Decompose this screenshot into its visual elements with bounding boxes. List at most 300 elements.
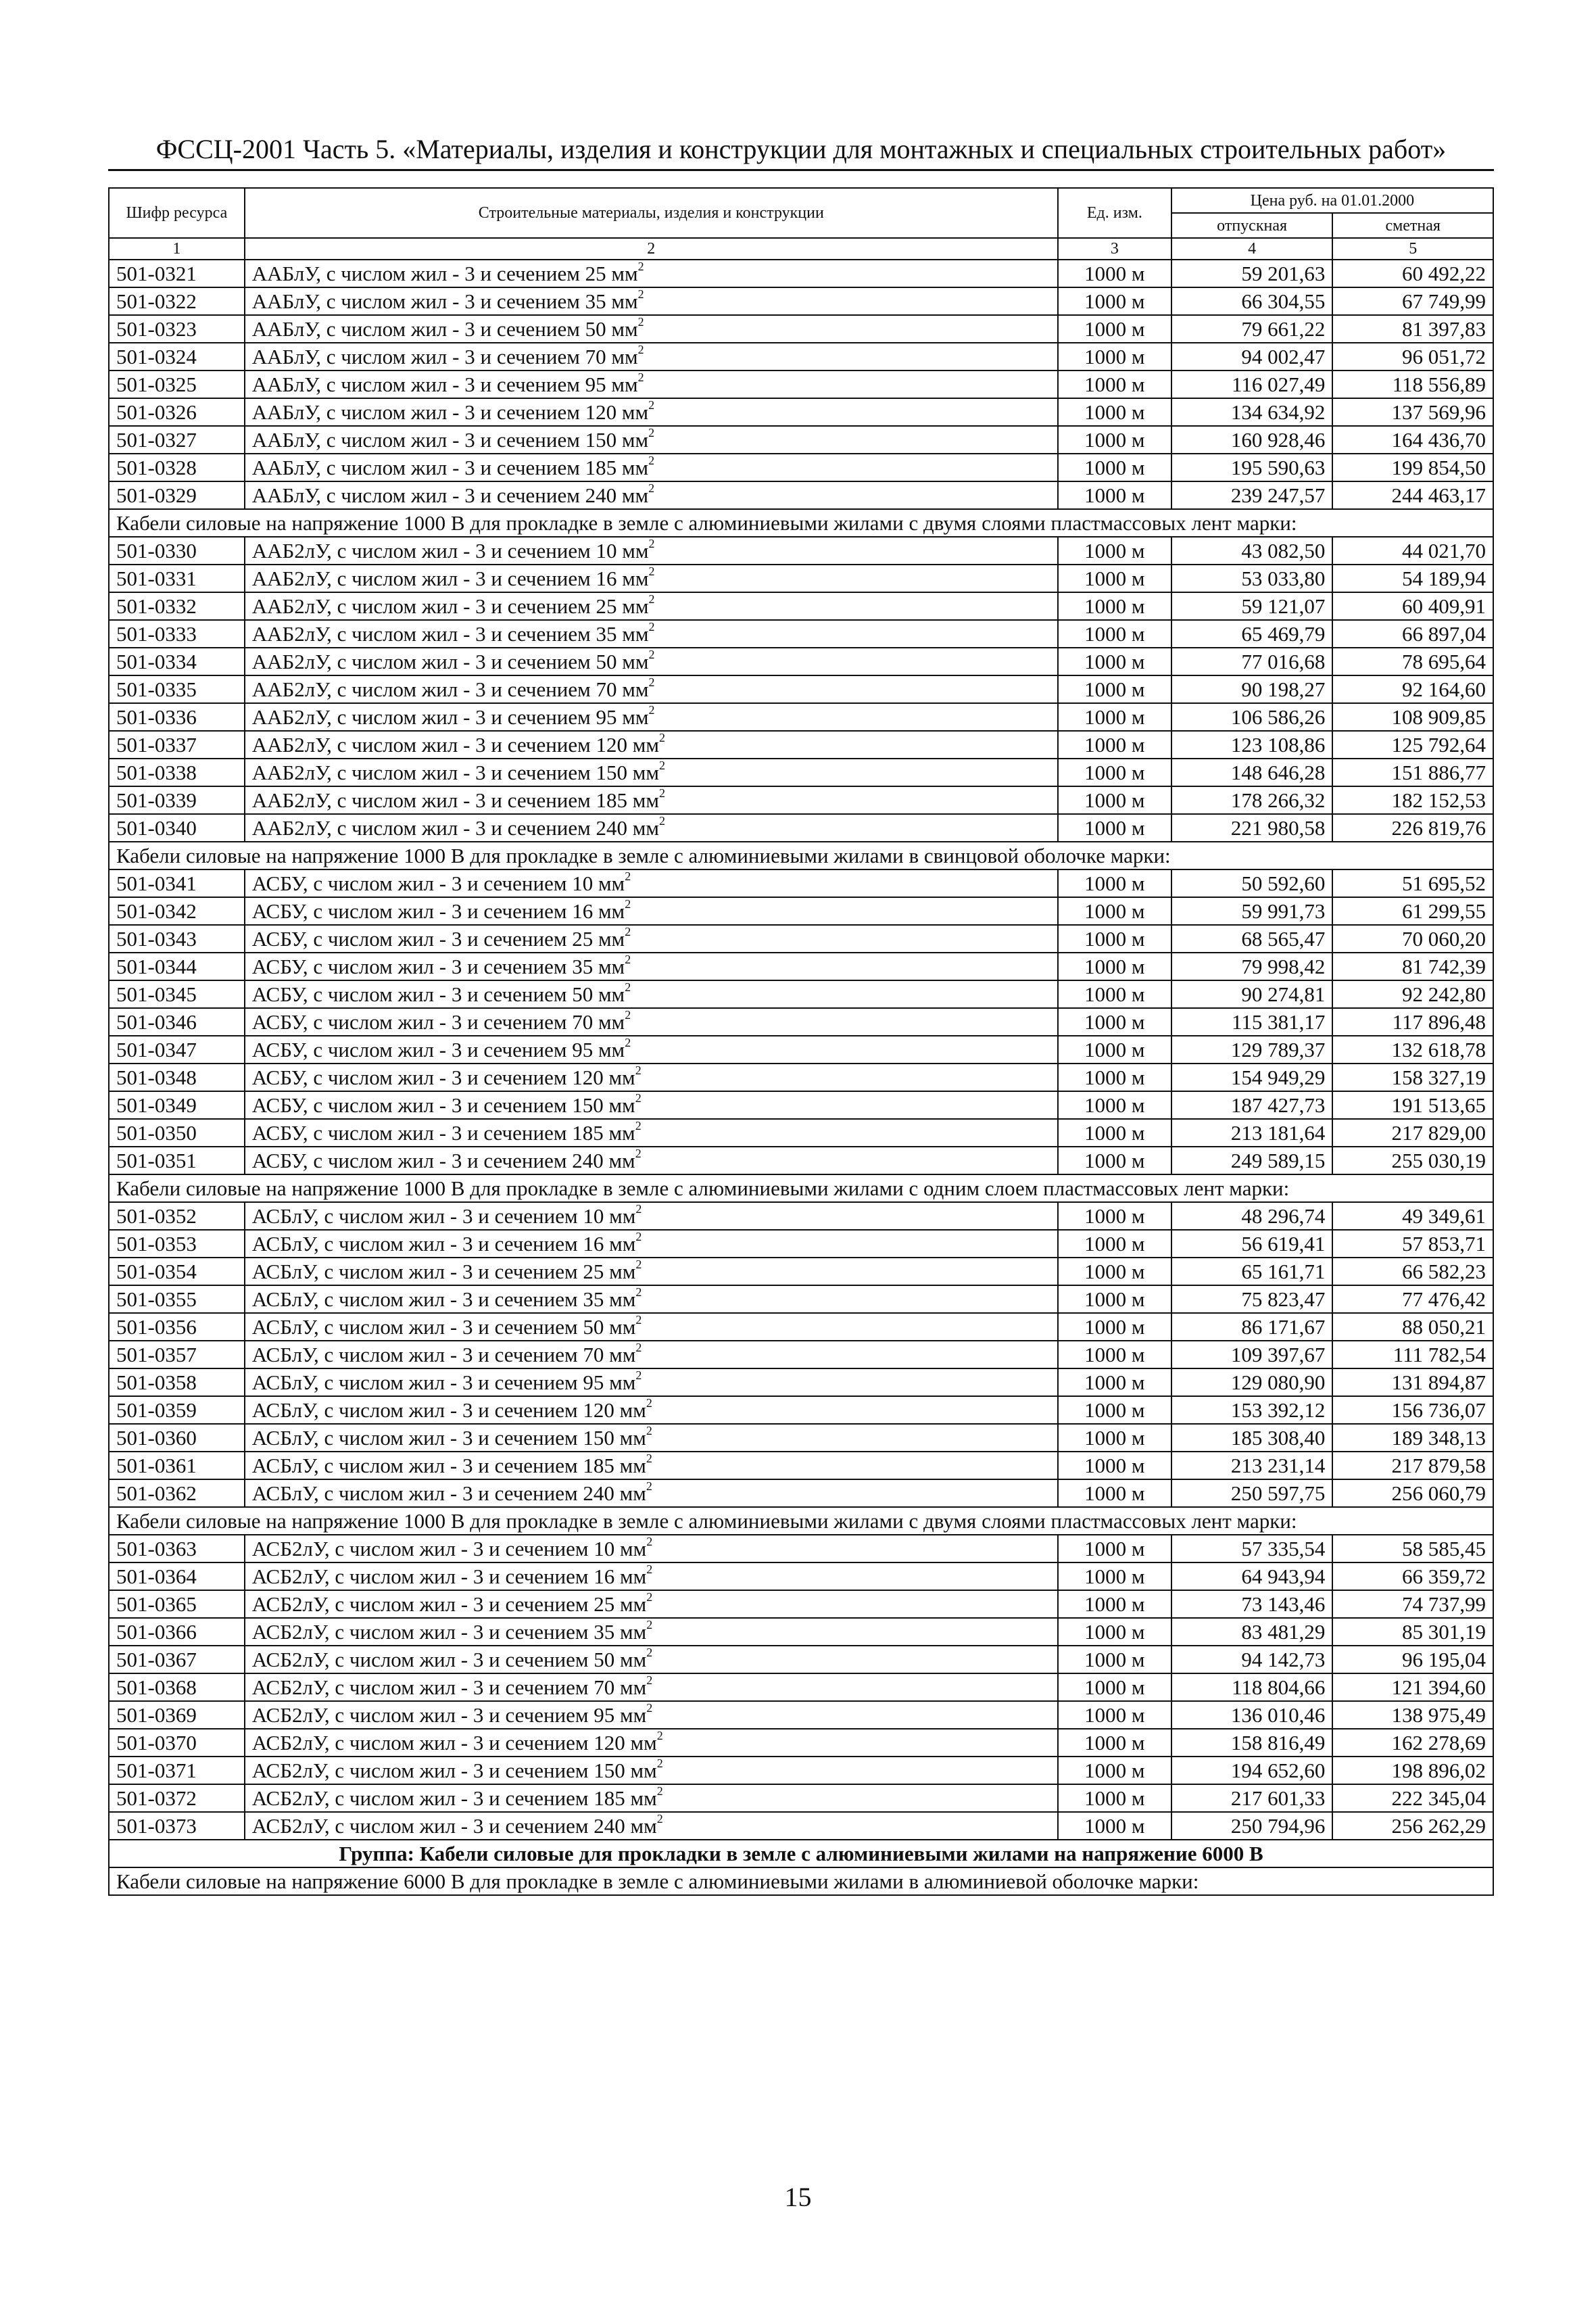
material-name-cell [245, 371, 1058, 398]
material-name: АСБ2лУ, с числом жил - 3 и сечением 25 мм [251, 1592, 647, 1616]
release-price: 129 789,37 [1171, 1036, 1333, 1064]
resource-code: 501-0346 [109, 1008, 245, 1036]
release-price: 129 080,90 [1171, 1368, 1333, 1396]
table-row [109, 814, 1493, 842]
material-name: ААБ2лУ, с числом жил - 3 и сечением 150 мм [251, 761, 659, 784]
unit-superscript: 2 [646, 1452, 652, 1465]
unit-cell: 1000 м [1058, 287, 1171, 315]
unit-superscript: 2 [635, 1064, 642, 1077]
estimate-price: 85 301,19 [1332, 1618, 1493, 1646]
estimate-price: 66 582,23 [1332, 1258, 1493, 1285]
section-heading: Кабели силовые на напряжение 1000 В для прокладке в земле с алюминиевыми жилами с двумя слоями пластмассовых лент марки: [109, 509, 1493, 537]
table-row [109, 481, 1493, 509]
table-body [109, 260, 1493, 1840]
page-number: 15 [784, 2182, 812, 2212]
unit-superscript: 2 [648, 620, 655, 634]
resource-code: 501-0324 [109, 343, 245, 371]
material-name-cell [245, 1479, 1058, 1507]
table-row [109, 1562, 1493, 1590]
unit-cell: 1000 м [1058, 1202, 1171, 1230]
unit-cell: 1000 м [1058, 426, 1171, 454]
estimate-price: 131 894,87 [1332, 1368, 1493, 1396]
material-name-cell [245, 1368, 1058, 1396]
unit-superscript: 2 [637, 315, 644, 329]
unit-superscript: 2 [648, 703, 655, 717]
unit-cell: 1000 м [1058, 1285, 1171, 1313]
unit-cell: 1000 м [1058, 1064, 1171, 1091]
material-name: АСБУ, с числом жил - 3 и сечением 50 мм [251, 982, 625, 1006]
material-name: ААБлУ, с числом жил - 3 и сечением 95 мм [251, 373, 638, 396]
table-row [109, 1285, 1493, 1313]
unit-superscript: 2 [646, 1535, 653, 1548]
estimate-price: 226 819,76 [1332, 814, 1493, 842]
unit-superscript: 2 [646, 1396, 652, 1410]
table-row [109, 1424, 1493, 1452]
estimate-price: 81 742,39 [1332, 953, 1493, 980]
resource-code: 501-0356 [109, 1313, 245, 1341]
material-name-cell [245, 1202, 1058, 1230]
unit-cell: 1000 м [1058, 731, 1171, 759]
resource-code: 501-0348 [109, 1064, 245, 1091]
col-number: 2 [245, 238, 1058, 260]
unit-cell: 1000 м [1058, 1147, 1171, 1174]
unit-cell: 1000 м [1058, 814, 1171, 842]
material-name: АСБ2лУ, с числом жил - 3 и сечением 240 мм [251, 1814, 657, 1838]
material-name-cell [245, 1812, 1058, 1840]
table-head [109, 188, 1493, 260]
unit-cell: 1000 м [1058, 1701, 1171, 1729]
resource-code: 501-0327 [109, 426, 245, 454]
material-name-cell [245, 1091, 1058, 1119]
release-price: 94 002,47 [1171, 343, 1333, 371]
release-price: 185 308,40 [1171, 1424, 1333, 1452]
resource-code: 501-0368 [109, 1673, 245, 1701]
material-name: АСБ2лУ, с числом жил - 3 и сечением 70 мм [251, 1675, 647, 1699]
estimate-price: 111 782,54 [1332, 1341, 1493, 1368]
material-name: АСБлУ, с числом жил - 3 и сечением 120 мм [251, 1398, 646, 1422]
estimate-price: 198 896,02 [1332, 1757, 1493, 1784]
unit-superscript: 2 [646, 1562, 653, 1576]
unit-superscript: 2 [635, 1202, 642, 1216]
table-row [109, 675, 1493, 703]
material-name-cell [245, 537, 1058, 565]
material-name-cell [245, 1646, 1058, 1673]
group-block [109, 1840, 1493, 1895]
estimate-price: 74 737,99 [1332, 1590, 1493, 1618]
material-name-cell [245, 675, 1058, 703]
estimate-price: 182 152,53 [1332, 786, 1493, 814]
unit-superscript: 2 [648, 648, 655, 661]
unit-superscript: 2 [625, 897, 631, 911]
material-name-cell [245, 953, 1058, 980]
unit-superscript: 2 [648, 592, 655, 606]
material-name: АСБУ, с числом жил - 3 и сечением 70 мм [251, 1010, 625, 1034]
material-name: АСБлУ, с числом жил - 3 и сечением 70 мм [251, 1343, 636, 1366]
unit-superscript: 2 [635, 1368, 642, 1382]
resource-code: 501-0321 [109, 260, 245, 287]
unit-cell: 1000 м [1058, 371, 1171, 398]
unit-superscript: 2 [659, 814, 665, 828]
unit-superscript: 2 [637, 287, 644, 301]
release-price: 153 392,12 [1171, 1396, 1333, 1424]
estimate-price: 66 897,04 [1332, 620, 1493, 648]
material-name: ААБлУ, с числом жил - 3 и сечением 240 мм [251, 483, 649, 507]
estimate-price: 57 853,71 [1332, 1230, 1493, 1258]
estimate-price: 138 975,49 [1332, 1701, 1493, 1729]
material-name: ААБ2лУ, с числом жил - 3 и сечением 240 мм [251, 816, 659, 840]
estimate-price: 60 492,22 [1332, 260, 1493, 287]
release-price: 65 161,71 [1171, 1258, 1333, 1285]
material-name: ААБлУ, с числом жил - 3 и сечением 35 мм [251, 289, 638, 313]
resource-code: 501-0334 [109, 648, 245, 675]
release-price: 213 231,14 [1171, 1452, 1333, 1479]
unit-cell: 1000 м [1058, 592, 1171, 620]
estimate-price: 164 436,70 [1332, 426, 1493, 454]
col-number: 3 [1058, 238, 1171, 260]
material-name: ААБ2лУ, с числом жил - 3 и сечением 10 мм [251, 539, 649, 563]
material-name: АСБ2лУ, с числом жил - 3 и сечением 185 мм [251, 1786, 657, 1810]
unit-cell: 1000 м [1058, 565, 1171, 592]
resource-code: 501-0332 [109, 592, 245, 620]
resource-code: 501-0373 [109, 1812, 245, 1840]
release-price: 123 108,86 [1171, 731, 1333, 759]
release-price: 90 274,81 [1171, 980, 1333, 1008]
material-name-cell [245, 1562, 1058, 1590]
unit-cell: 1000 м [1058, 1424, 1171, 1452]
unit-superscript: 2 [648, 398, 655, 412]
release-price: 64 943,94 [1171, 1562, 1333, 1590]
estimate-price: 60 409,91 [1332, 592, 1493, 620]
table-row [109, 1452, 1493, 1479]
material-name: АСБлУ, с числом жил - 3 и сечением 95 мм [251, 1370, 636, 1394]
unit-cell: 1000 м [1058, 1479, 1171, 1507]
estimate-price: 66 359,72 [1332, 1562, 1493, 1590]
resource-code: 501-0339 [109, 786, 245, 814]
release-price: 249 589,15 [1171, 1147, 1333, 1174]
release-price: 178 266,32 [1171, 786, 1333, 814]
material-name: ААБ2лУ, с числом жил - 3 и сечением 120 мм [251, 733, 659, 757]
resource-code: 501-0345 [109, 980, 245, 1008]
unit-cell: 1000 м [1058, 1341, 1171, 1368]
material-name: АСБлУ, с числом жил - 3 и сечением 16 мм [251, 1232, 636, 1256]
estimate-price: 244 463,17 [1332, 481, 1493, 509]
table-row [109, 1036, 1493, 1064]
header-rule [108, 169, 1494, 171]
table-row [109, 1258, 1493, 1285]
material-name: АСБУ, с числом жил - 3 и сечением 16 мм [251, 899, 625, 923]
material-name-cell [245, 1064, 1058, 1091]
release-price: 239 247,57 [1171, 481, 1333, 509]
estimate-price: 137 569,96 [1332, 398, 1493, 426]
material-name-cell [245, 925, 1058, 953]
table-row [109, 620, 1493, 648]
resource-code: 501-0323 [109, 315, 245, 343]
unit-superscript: 2 [648, 675, 655, 689]
release-price: 68 565,47 [1171, 925, 1333, 953]
estimate-price: 255 030,19 [1332, 1147, 1493, 1174]
release-price: 158 816,49 [1171, 1729, 1333, 1757]
unit-cell: 1000 м [1058, 1258, 1171, 1285]
material-name-cell [245, 1396, 1058, 1424]
material-name-cell [245, 1535, 1058, 1562]
table-row [109, 260, 1493, 287]
release-price: 250 794,96 [1171, 1812, 1333, 1840]
table-row [109, 1812, 1493, 1840]
estimate-price: 217 879,58 [1332, 1452, 1493, 1479]
material-name-cell [245, 398, 1058, 426]
material-name: АСБлУ, с числом жил - 3 и сечением 50 мм [251, 1315, 636, 1339]
material-name-cell [245, 1701, 1058, 1729]
unit-cell: 1000 м [1058, 398, 1171, 426]
unit-superscript: 2 [625, 1008, 631, 1022]
release-price: 187 427,73 [1171, 1091, 1333, 1119]
material-name-cell [245, 786, 1058, 814]
material-name-cell [245, 980, 1058, 1008]
col-number: 1 [109, 238, 245, 260]
unit-cell: 1000 м [1058, 1618, 1171, 1646]
material-name: АСБУ, с числом жил - 3 и сечением 35 мм [251, 955, 625, 978]
resource-code: 501-0352 [109, 1202, 245, 1230]
unit-superscript: 2 [646, 1618, 653, 1631]
material-name-cell [245, 1036, 1058, 1064]
table-row [109, 897, 1493, 925]
material-name-cell [245, 731, 1058, 759]
unit-superscript: 2 [648, 454, 655, 467]
release-price: 106 586,26 [1171, 703, 1333, 731]
table-row [109, 1646, 1493, 1673]
resource-code: 501-0369 [109, 1701, 245, 1729]
table-row [109, 703, 1493, 731]
release-price: 115 381,17 [1171, 1008, 1333, 1036]
material-name-cell [245, 454, 1058, 481]
table-row [109, 1091, 1493, 1119]
table-row [109, 1701, 1493, 1729]
unit-cell: 1000 м [1058, 786, 1171, 814]
section-heading: Кабели силовые на напряжение 1000 В для прокладке в земле с алюминиевыми жилами с одним слоем пластмассовых лент марки: [109, 1174, 1493, 1202]
release-price: 94 142,73 [1171, 1646, 1333, 1673]
resource-code: 501-0349 [109, 1091, 245, 1119]
material-name: АСБ2лУ, с числом жил - 3 и сечением 50 мм [251, 1648, 647, 1671]
unit-superscript: 2 [656, 1812, 663, 1825]
release-price: 213 181,64 [1171, 1119, 1333, 1147]
table-row [109, 1618, 1493, 1646]
material-name: АСБУ, с числом жил - 3 и сечением 120 мм [251, 1066, 635, 1089]
material-name: АСБлУ, с числом жил - 3 и сечением 150 мм [251, 1426, 646, 1450]
unit-cell: 1000 м [1058, 260, 1171, 287]
col-head-name: Строительные материалы, изделия и конструкции [245, 188, 1058, 238]
resource-code: 501-0328 [109, 454, 245, 481]
resource-code: 501-0336 [109, 703, 245, 731]
material-name-cell [245, 1784, 1058, 1812]
estimate-price: 78 695,64 [1332, 648, 1493, 675]
resource-code: 501-0367 [109, 1646, 245, 1673]
material-name: АСБУ, с числом жил - 3 и сечением 10 мм [251, 872, 625, 895]
material-name: АСБУ, с числом жил - 3 и сечением 25 мм [251, 927, 625, 951]
unit-cell: 1000 м [1058, 454, 1171, 481]
material-name-cell [245, 260, 1058, 287]
material-name-cell [245, 1673, 1058, 1701]
material-name-cell [245, 1008, 1058, 1036]
unit-superscript: 2 [635, 1091, 642, 1105]
material-name-cell [245, 426, 1058, 454]
unit-superscript: 2 [648, 565, 655, 578]
release-price: 65 469,79 [1171, 620, 1333, 648]
unit-cell: 1000 м [1058, 1757, 1171, 1784]
unit-cell: 1000 м [1058, 759, 1171, 786]
table-row [109, 1757, 1493, 1784]
estimate-price: 96 051,72 [1332, 343, 1493, 371]
unit-cell: 1000 м [1058, 1452, 1171, 1479]
col-number: 5 [1332, 238, 1493, 260]
release-price: 221 980,58 [1171, 814, 1333, 842]
table-row [109, 1368, 1493, 1396]
unit-superscript: 2 [656, 1729, 663, 1742]
table-row [109, 315, 1493, 343]
release-price: 59 991,73 [1171, 897, 1333, 925]
unit-superscript: 2 [646, 1646, 653, 1659]
resource-code: 501-0330 [109, 537, 245, 565]
material-name-cell [245, 1147, 1058, 1174]
estimate-price: 222 345,04 [1332, 1784, 1493, 1812]
unit-cell: 1000 м [1058, 537, 1171, 565]
table-row [109, 371, 1493, 398]
resource-code: 501-0357 [109, 1341, 245, 1368]
estimate-price: 70 060,20 [1332, 925, 1493, 953]
estimate-price: 256 262,29 [1332, 1812, 1493, 1840]
estimate-price: 92 164,60 [1332, 675, 1493, 703]
release-price: 57 335,54 [1171, 1535, 1333, 1562]
table-row [109, 426, 1493, 454]
unit-cell: 1000 м [1058, 1646, 1171, 1673]
unit-cell: 1000 м [1058, 925, 1171, 953]
release-price: 59 201,63 [1171, 260, 1333, 287]
material-name: ААБ2лУ, с числом жил - 3 и сечением 50 мм [251, 650, 649, 673]
unit-cell: 1000 м [1058, 1091, 1171, 1119]
material-name: АСБлУ, с числом жил - 3 и сечением 35 мм [251, 1287, 636, 1311]
material-name-cell [245, 343, 1058, 371]
table-row [109, 1202, 1493, 1230]
table-row [109, 1064, 1493, 1091]
table-row [109, 1673, 1493, 1701]
resource-code: 501-0351 [109, 1147, 245, 1174]
material-name: ААБ2лУ, с числом жил - 3 и сечением 95 мм [251, 705, 649, 729]
material-name: ААБлУ, с числом жил - 3 и сечением 50 мм [251, 317, 638, 341]
material-name: АСБ2лУ, с числом жил - 3 и сечением 120 мм [251, 1731, 657, 1755]
resource-code: 501-0344 [109, 953, 245, 980]
release-price: 56 619,41 [1171, 1230, 1333, 1258]
estimate-price: 88 050,21 [1332, 1313, 1493, 1341]
section-heading: Кабели силовые на напряжение 1000 В для прокладке в земле с алюминиевыми жилами в свинцовой оболочке марки: [109, 842, 1493, 869]
unit-cell: 1000 м [1058, 1230, 1171, 1258]
unit-superscript: 2 [656, 1784, 663, 1798]
page-header: ФССЦ-2001 Часть 5. «Материалы, изделия и конструкции для монтажных и специальных строительных работ» [155, 134, 1447, 164]
unit-superscript: 2 [635, 1230, 642, 1243]
unit-superscript: 2 [659, 759, 665, 772]
unit-superscript: 2 [646, 1479, 652, 1493]
material-name: АСБУ, с числом жил - 3 и сечением 150 мм [251, 1093, 635, 1117]
estimate-price: 117 896,48 [1332, 1008, 1493, 1036]
table-row [109, 1396, 1493, 1424]
unit-cell: 1000 м [1058, 869, 1171, 897]
material-name: АСБ2лУ, с числом жил - 3 и сечением 16 мм [251, 1565, 647, 1588]
unit-superscript: 2 [646, 1701, 653, 1715]
table-row [109, 537, 1493, 565]
resource-code: 501-0371 [109, 1757, 245, 1784]
resource-code: 501-0343 [109, 925, 245, 953]
resource-code: 501-0350 [109, 1119, 245, 1147]
material-name-cell [245, 1285, 1058, 1313]
material-name-cell [245, 1119, 1058, 1147]
release-price: 118 804,66 [1171, 1673, 1333, 1701]
release-price: 134 634,92 [1171, 398, 1333, 426]
table-row [109, 1313, 1493, 1341]
material-name: ААБлУ, с числом жил - 3 и сечением 25 мм [251, 262, 638, 285]
unit-cell: 1000 м [1058, 1590, 1171, 1618]
release-price: 53 033,80 [1171, 565, 1333, 592]
release-price: 109 397,67 [1171, 1341, 1333, 1368]
unit-cell: 1000 м [1058, 1313, 1171, 1341]
material-name-cell [245, 1424, 1058, 1452]
resource-code: 501-0366 [109, 1618, 245, 1646]
unit-superscript: 2 [648, 481, 655, 495]
material-name-cell [245, 703, 1058, 731]
material-name-cell [245, 1729, 1058, 1757]
material-name: АСБ2лУ, с числом жил - 3 и сечением 150 мм [251, 1759, 657, 1782]
unit-cell: 1000 м [1058, 1812, 1171, 1840]
resource-code: 501-0355 [109, 1285, 245, 1313]
release-price: 116 027,49 [1171, 371, 1333, 398]
section-row [109, 1507, 1493, 1535]
material-name-cell [245, 287, 1058, 315]
material-name-cell [245, 315, 1058, 343]
estimate-price: 156 736,07 [1332, 1396, 1493, 1424]
release-price: 148 646,28 [1171, 759, 1333, 786]
material-name-cell [245, 1757, 1058, 1784]
table-row [109, 1479, 1493, 1507]
estimate-price: 132 618,78 [1332, 1036, 1493, 1064]
resource-code: 501-0341 [109, 869, 245, 897]
unit-cell: 1000 м [1058, 1368, 1171, 1396]
release-price: 75 823,47 [1171, 1285, 1333, 1313]
unit-superscript: 2 [635, 1258, 642, 1271]
material-name-cell [245, 814, 1058, 842]
unit-superscript: 2 [625, 953, 631, 966]
material-name: АСБУ, с числом жил - 3 и сечением 240 мм [251, 1149, 635, 1172]
estimate-price: 162 278,69 [1332, 1729, 1493, 1757]
release-price: 217 601,33 [1171, 1784, 1333, 1812]
estimate-price: 189 348,13 [1332, 1424, 1493, 1452]
table-row [109, 454, 1493, 481]
unit-cell: 1000 м [1058, 1562, 1171, 1590]
unit-superscript: 2 [659, 786, 665, 800]
material-name: АСБУ, с числом жил - 3 и сечением 185 мм [251, 1121, 635, 1145]
unit-superscript: 2 [656, 1757, 663, 1770]
table-row [109, 731, 1493, 759]
estimate-price: 125 792,64 [1332, 731, 1493, 759]
material-name-cell [245, 897, 1058, 925]
section-row [109, 842, 1493, 869]
estimate-price: 199 854,50 [1332, 454, 1493, 481]
material-name: ААБ2лУ, с числом жил - 3 и сечением 25 мм [251, 594, 649, 618]
resource-code: 501-0347 [109, 1036, 245, 1064]
estimate-price: 67 749,99 [1332, 287, 1493, 315]
release-price: 83 481,29 [1171, 1618, 1333, 1646]
release-price: 66 304,55 [1171, 287, 1333, 315]
unit-superscript: 2 [635, 1341, 642, 1354]
estimate-price: 77 476,42 [1332, 1285, 1493, 1313]
resource-code: 501-0322 [109, 287, 245, 315]
section-heading: Кабели силовые на напряжение 1000 В для прокладке в земле с алюминиевыми жилами с двумя слоями пластмассовых лент марки: [109, 1507, 1493, 1535]
